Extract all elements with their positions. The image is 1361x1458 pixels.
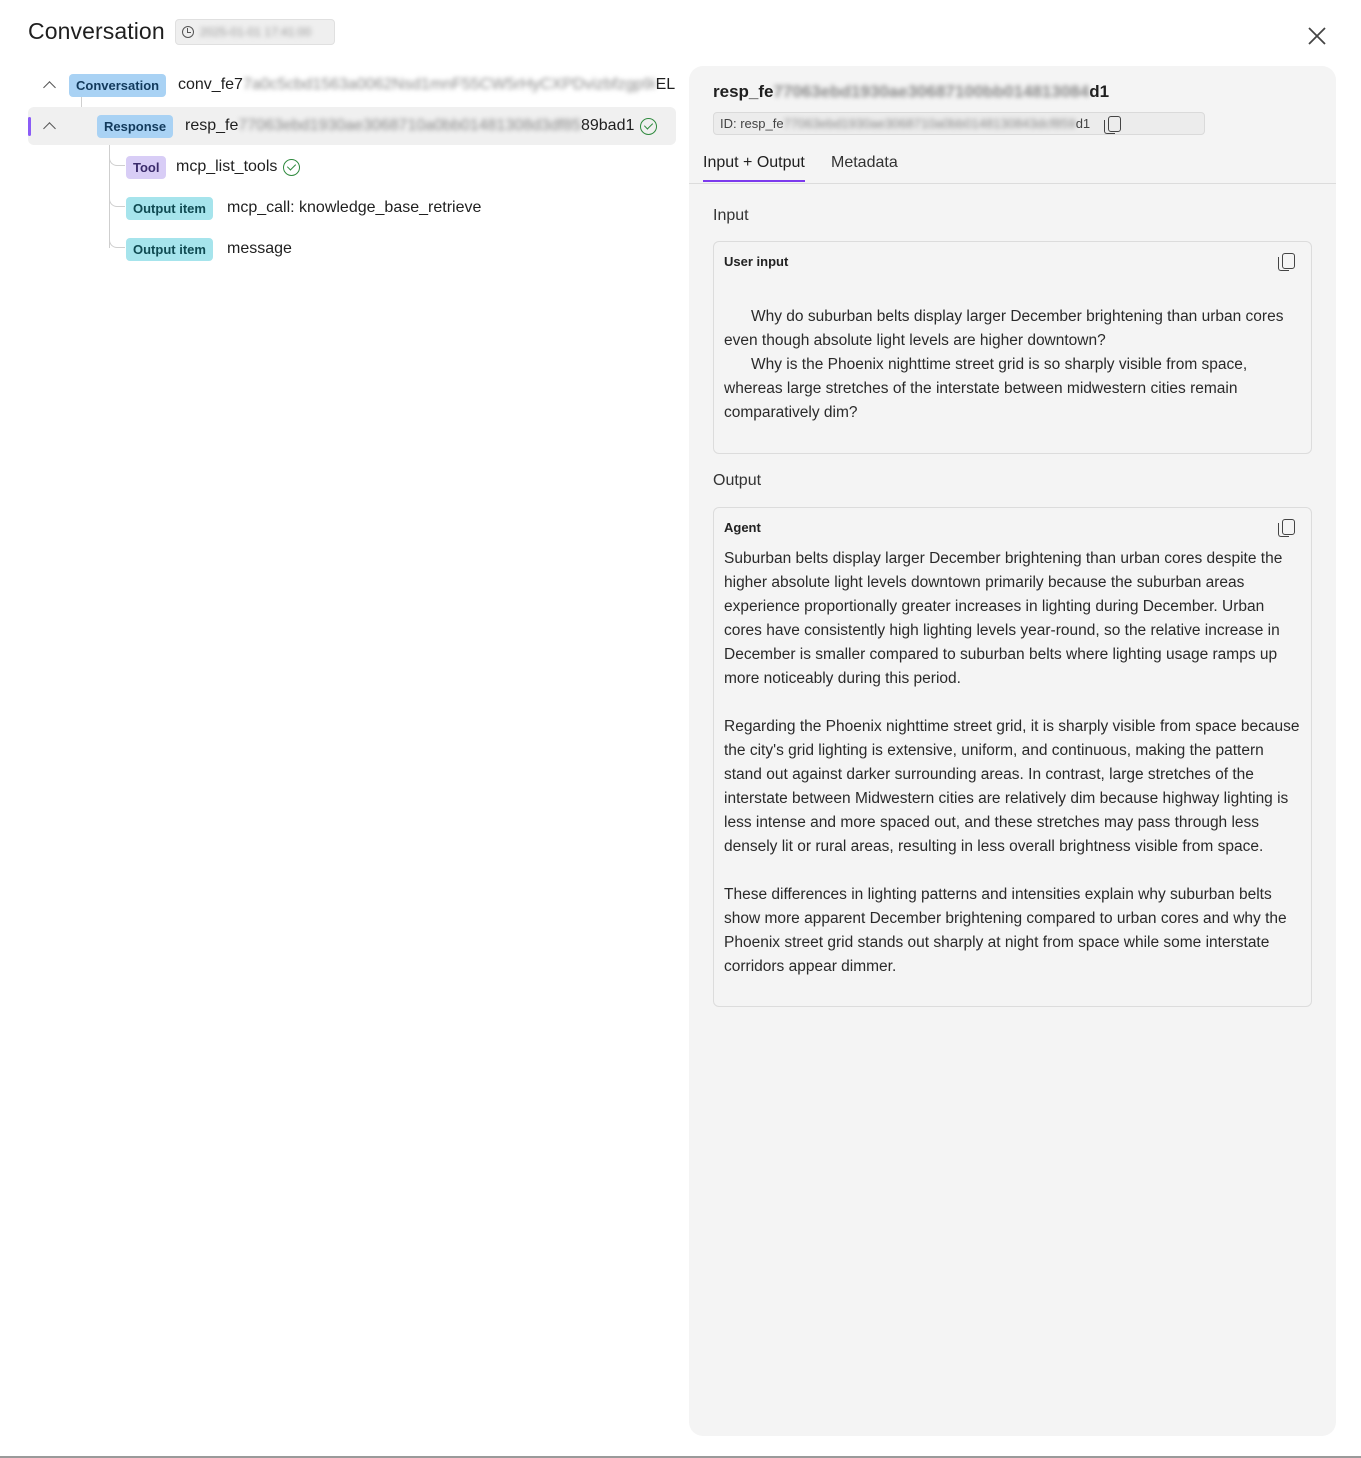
conversation-badge: Conversation — [69, 74, 166, 97]
check-circle-icon — [640, 118, 657, 135]
panel-title-suffix: d1 — [1089, 82, 1110, 101]
response-id — [185, 117, 675, 135]
response-badge: Response — [97, 115, 173, 138]
page-title: Conversation — [28, 18, 165, 44]
close-icon — [1307, 26, 1327, 46]
copy-icon[interactable] — [1282, 253, 1295, 269]
response-id-redacted: 77063ebd1930ae3068710a0bb01481308d3df85 — [238, 117, 581, 134]
output-item-label: message — [227, 240, 292, 257]
tab-bar — [689, 152, 1336, 184]
tab-metadata[interactable]: Metadata — [831, 154, 898, 171]
check-circle-icon — [283, 159, 300, 176]
agent-header: Agent — [724, 520, 761, 535]
panel-title — [713, 82, 1109, 102]
tree-row-output-item[interactable] — [28, 230, 676, 268]
agent-output-card — [713, 507, 1312, 1007]
input-section-label: Input — [713, 207, 749, 224]
tab-input-output[interactable]: Input + Output — [703, 154, 805, 182]
agent-paragraph: These differences in lighting patterns and intensities explain why suburban belts show more apparent December brightening compared to urban cores and why the Phoenix street grid stands out sharply at night from space while some interstate corridors appear dimmer. — [724, 886, 1287, 975]
response-id-prefix: resp_fe — [185, 117, 239, 134]
user-input-line: Why do suburban belts display larger December brightening than urban cores even though absolute light levels are higher downtown? — [724, 308, 1284, 349]
dialog-header — [28, 18, 335, 45]
detail-panel — [689, 66, 1336, 1436]
tool-label-wrap — [176, 158, 300, 176]
tool-badge: Tool — [126, 156, 166, 179]
output-item-badge: Output item — [126, 197, 213, 220]
tree-row-tool[interactable] — [28, 148, 676, 186]
conversation-id — [178, 76, 676, 94]
output-section-label: Output — [713, 472, 762, 489]
chevron-up-icon[interactable] — [41, 77, 57, 93]
copy-icon[interactable] — [1282, 519, 1295, 535]
id-chip-prefix: ID: resp_fe — [720, 116, 784, 131]
id-chip — [713, 112, 1205, 135]
user-input-header: User input — [724, 254, 789, 269]
response-id-suffix: 89bad1 — [580, 117, 635, 134]
timestamp-badge — [175, 19, 335, 45]
conversation-id-suffix: EL — [655, 76, 676, 93]
output-item-badge: Output item — [126, 238, 213, 261]
id-chip-suffix: d1 — [1075, 116, 1091, 131]
panel-title-prefix: resp_fe — [713, 82, 774, 101]
clock-icon — [182, 26, 194, 38]
user-input-text — [724, 305, 1301, 425]
id-chip-redacted: 77063ebd1930ae3068710a0bb0148130843dcf859 — [783, 116, 1076, 131]
output-item-label: mcp_call: knowledge_base_retrieve — [227, 199, 482, 216]
agent-paragraph: Suburban belts display larger December brightening than urban cores despite the higher absolute light levels downtown primarily because the suburban areas experience proportionally greater increases in lighting during December. Urban cores have consistently high lighting levels year-round, so the relative increase in December is smaller compared to suburban belts where lighting usage ramps up more noticeably during this period. — [724, 550, 1283, 687]
timestamp-text: 2025-01-01 17:41:00 — [199, 24, 312, 39]
conversation-id-redacted: 7a0c5cbd1563a0062Nsd1mnF55CW5rHyCXPDvizbfzgp9i — [242, 76, 656, 93]
user-input-card — [713, 241, 1312, 454]
tool-label: mcp_list_tools — [176, 158, 278, 175]
chevron-up-icon[interactable] — [41, 118, 57, 134]
tree-row-conversation[interactable] — [28, 66, 676, 104]
conversation-id-prefix: conv_fe7 — [178, 76, 243, 93]
selection-indicator — [28, 117, 31, 136]
trace-tree — [28, 66, 676, 271]
panel-title-redacted: 77063ebd1930ae30687100bb014813084 — [773, 82, 1090, 101]
tree-row-output-item[interactable] — [28, 189, 676, 227]
tree-row-response[interactable] — [28, 107, 676, 145]
agent-paragraph: Regarding the Phoenix nighttime street grid, it is sharply visible from space because the city's grid lighting is extensive, uniform, and continuous, making the pattern stand out against darker surrounding areas. In contrast, large stretches of the interstate between Midwestern cities are relatively dim because highway lighting is less intense and more spaced out, and these stretches may pass through less densely lit or rural areas, resulting in less overall brightness visible from space. — [724, 718, 1300, 855]
agent-output-text — [724, 547, 1301, 979]
close-button[interactable] — [1303, 22, 1331, 50]
copy-icon[interactable] — [1108, 116, 1121, 132]
user-input-line: Why is the Phoenix nighttime street grid is so sharply visible from space, whereas large stretches of the interstate between midwestern cities remain comparatively dim? — [724, 356, 1248, 421]
